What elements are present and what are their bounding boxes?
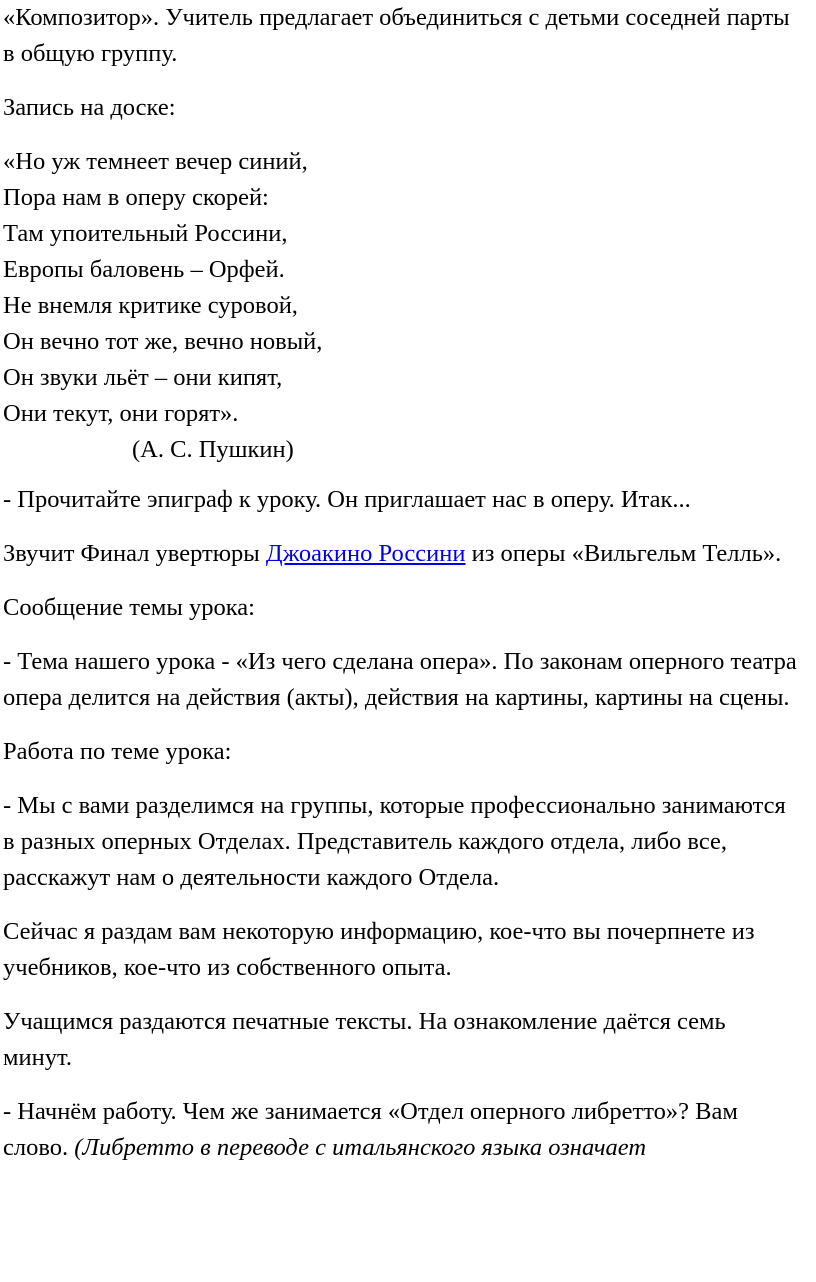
- poem-line: Не внемля критике суровой,: [3, 292, 298, 319]
- rossini-link[interactable]: Джоакино Россини: [265, 540, 466, 567]
- poem-author: (А. С. Пушкин): [132, 436, 294, 463]
- start-paragraph: [3, 1094, 800, 1166]
- topic-heading: Сообщение темы урока:: [3, 594, 255, 621]
- poem-line: Пора нам в оперу скорей:: [3, 184, 269, 211]
- students-paragraph: Учащимся раздаются печатные тексты. На ознакомление даётся семь минут.: [3, 1008, 726, 1071]
- epigraph-prompt: - Прочитайте эпиграф к уроку. Он приглашает нас в оперу. Итак...: [3, 486, 691, 513]
- poem: [3, 144, 800, 468]
- intro-paragraph: «Композитор». Учитель предлагает объединиться с детьми соседней парты в общую группу.: [3, 4, 790, 67]
- topic-paragraph: - Тема нашего урока - «Из чего сделана опера». По законам оперного театра опера делится на действия (акты), действия на картины, картины на сцены.: [3, 648, 797, 711]
- poem-line: Он звуки льёт – они кипят,: [3, 364, 283, 391]
- music-prefix: Звучит Финал увертюры: [3, 540, 266, 567]
- poem-line: Они текут, они горят».: [3, 400, 239, 427]
- handout-paragraph: Сейчас я раздам вам некоторую информацию, кое-что вы почерпнете из учебников, кое-что из собственного опыта.: [3, 918, 755, 981]
- board-heading: Запись на доске:: [3, 94, 176, 121]
- libretto-note: (Либретто в переводе с итальянского языка означает: [74, 1134, 647, 1161]
- work-heading: Работа по теме урока:: [3, 738, 232, 765]
- music-paragraph: [3, 536, 800, 572]
- start-text: - Начнём работу. Чем же занимается «Отдел оперного либретто»? Вам слово.: [3, 1098, 738, 1161]
- work-paragraph: - Мы с вами разделимся на группы, которые профессионально занимаются в разных оперных Отделах. Представитель каждого отдела, либо все, расскажут нам о деятельности каждого Отдела.: [3, 792, 786, 891]
- music-suffix: из оперы «Вильгельм Телль».: [465, 540, 782, 567]
- poem-line: «Но уж темнеет вечер синий,: [3, 148, 308, 175]
- poem-line: Там упоительный Россини,: [3, 220, 288, 247]
- poem-line: Он вечно тот же, вечно новый,: [3, 328, 323, 355]
- poem-line: Европы баловень – Орфей.: [3, 256, 285, 283]
